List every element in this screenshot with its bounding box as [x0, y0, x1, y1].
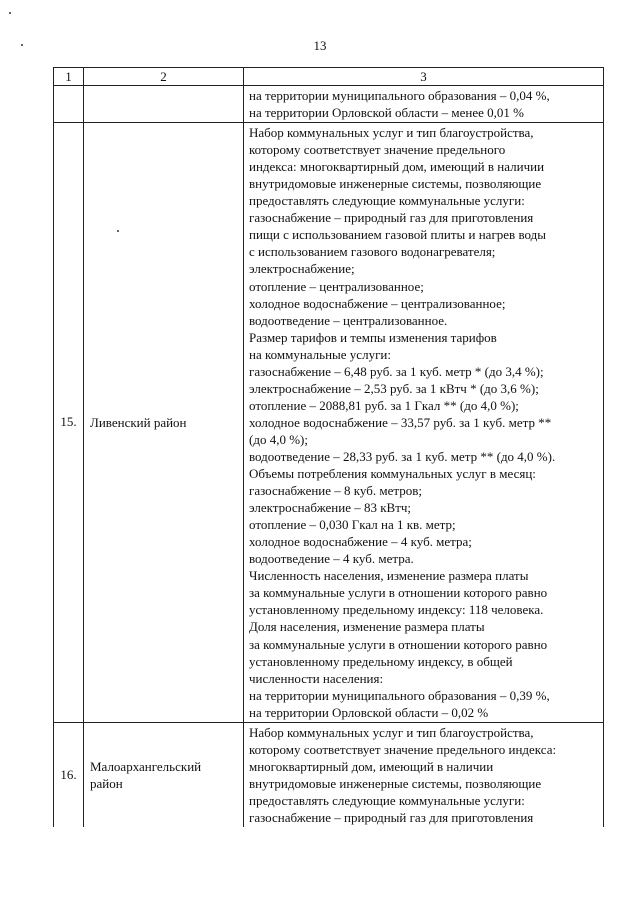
description-line: пищи с использованием газовой плиты и нагрев воды — [249, 227, 546, 243]
description-line: холодное водоснабжение – централизованное; — [249, 295, 506, 311]
row-number-cell: 16. — [54, 722, 84, 827]
description-line: на коммунальные услуги: — [249, 346, 391, 362]
description-cell — [244, 86, 604, 123]
description-line: предоставлять следующие коммунальные услуги: — [249, 193, 525, 209]
table-row — [54, 86, 604, 123]
tariff-table — [53, 67, 604, 827]
description-line: электроснабжение – 83 кВтч; — [249, 500, 412, 516]
district-name-cell — [84, 123, 244, 723]
district-name-line: район — [90, 775, 123, 791]
description-line: внутридомовые инженерные системы, позволяющие — [249, 176, 542, 192]
description-line: установленному предельному индексу: 118 человека. — [249, 602, 544, 618]
header-cell-description: 3 — [244, 68, 604, 86]
description-line: газоснабжение – природный газ для приготовления — [249, 809, 534, 825]
description-line: Набор коммунальных услуг и тип благоустройства, — [249, 724, 534, 740]
description-cell — [244, 722, 604, 827]
table-body — [54, 68, 604, 828]
description-line: на территории муниципального образования – 0,04 %, — [249, 88, 550, 103]
header-cell-district: 2 — [84, 68, 244, 86]
description-line: холодное водоснабжение – 4 куб. метра; — [249, 534, 472, 550]
description-line: газоснабжение – 6,48 руб. за 1 куб. метр * (до 3,4 %); — [249, 363, 544, 379]
description-line: многоквартирный дом, имеющий в наличии — [249, 758, 494, 774]
description-line: индекса: многоквартирный дом, имеющий в наличии — [249, 159, 545, 175]
description-line: на территории Орловской области – 0,02 % — [249, 704, 489, 720]
district-name-cell — [84, 86, 244, 123]
description-line: водоотведение – централизованное. — [249, 312, 448, 328]
description-line: на территории Орловской области – менее 0,01 % — [249, 105, 524, 121]
row-number-cell — [54, 86, 84, 123]
description-line: за коммунальные услуги в отношении которого равно — [249, 585, 548, 601]
description-line: которому соответствует значение предельного — [249, 142, 506, 158]
district-name-line: Ливенский район — [90, 414, 187, 430]
page-number: 13 — [313, 38, 327, 53]
description-line: водоотведение – 4 куб. метра. — [249, 551, 414, 567]
description-line: газоснабжение – 8 куб. метров; — [249, 483, 422, 499]
description-line: установленному предельному индексу, в общей — [249, 653, 513, 669]
description-line: Размер тарифов и темпы изменения тарифов — [249, 329, 497, 345]
description-line: (до 4,0 %); — [249, 431, 308, 447]
description-line: Доля населения, изменение размера платы — [249, 619, 485, 635]
description-line: с использованием газового водонагревателя; — [249, 244, 496, 260]
district-name-line: Малоархангельский — [90, 758, 202, 774]
description-line: Объемы потребления коммунальных услуг в месяц: — [249, 466, 536, 482]
description-line: численности населения: — [249, 670, 384, 686]
description-line: отопление – централизованное; — [249, 278, 424, 294]
description-line: отопление – 2088,81 руб. за 1 Гкал ** (до 4,0 %); — [249, 397, 519, 413]
table-header-row — [54, 68, 604, 86]
description-line: на территории муниципального образования – 0,39 %, — [249, 687, 550, 703]
description-cell — [244, 123, 604, 723]
description-line: электроснабжение; — [249, 261, 355, 277]
row-number-cell: 15. — [54, 123, 84, 723]
description-line: газоснабжение – природный газ для приготовления — [249, 210, 534, 226]
table-row — [54, 123, 604, 723]
description-line: электроснабжение – 2,53 руб. за 1 кВтч * (до 3,6 %); — [249, 380, 539, 396]
table-row — [54, 722, 604, 827]
description-line: которому соответствует значение предельного индекса: — [249, 741, 557, 757]
header-cell-number: 1 — [54, 68, 84, 86]
description-line: внутридомовые инженерные системы, позволяющие — [249, 775, 542, 791]
description-line: Численность населения, изменение размера платы — [249, 568, 529, 584]
description-line: холодное водоснабжение – 33,57 руб. за 1 куб. метр ** — [249, 414, 552, 430]
scan-artifact-dot — [9, 12, 11, 14]
description-line: Набор коммунальных услуг и тип благоустройства, — [249, 125, 534, 141]
description-line: за коммунальные услуги в отношении которого равно — [249, 636, 548, 652]
district-name-cell — [84, 722, 244, 827]
description-line: водоотведение – 28,33 руб. за 1 куб. метр ** (до 4,0 %). — [249, 448, 556, 464]
description-line: отопление – 0,030 Гкал на 1 кв. метр; — [249, 517, 456, 533]
description-line: предоставлять следующие коммунальные услуги: — [249, 792, 525, 808]
